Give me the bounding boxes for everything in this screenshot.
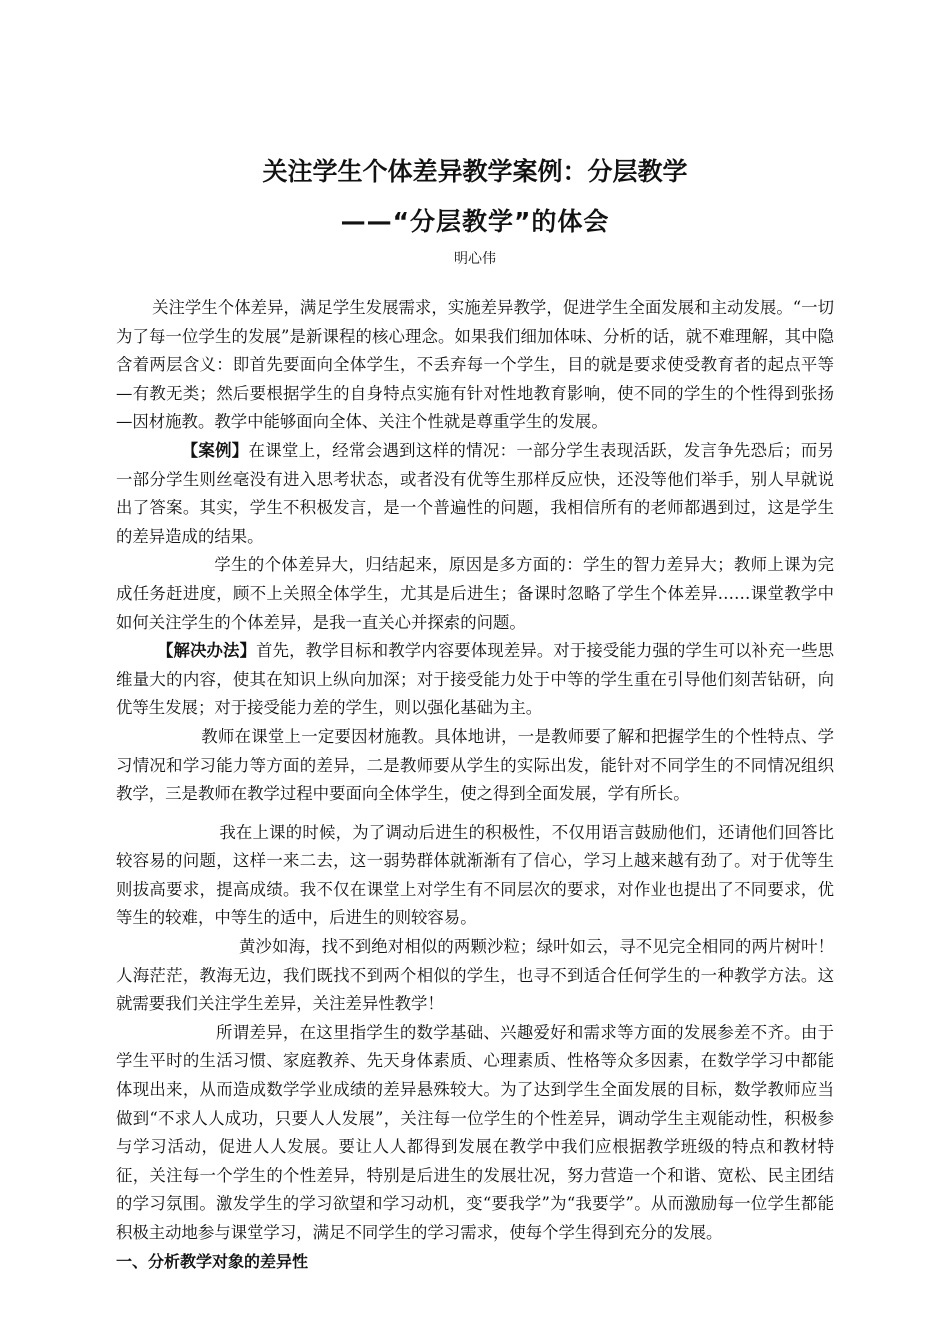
author-name: 明心伟 [454,251,496,267]
document-title: 关注学生个体差异教学案例：分层教学 [262,157,688,186]
document-subtitle: ——“分层教学”的体会 [340,207,610,236]
paragraph-teaching [116,723,834,809]
paragraph-text: 关注学生个体差异，满足学生发展需求，实施差异教学，促进学生全面发展和主动发展。“一切为了每一位学生的发展”是新课程的核心理念。如果我们细加体味、分析的话，就不难理解，其中隐含着两层含义：即首先要面向全体学生，不丢弃每一个学生，目的就是要求使受教育者的起点平等—有教无类；然后要根据学生的自身特点实施有针对性地教育影响，使不同的学生的个性得到张扬—因材施教。教学中能够面向全体、关注个性就是尊重学生的发展。 [116,298,834,432]
section-heading: 一、分析教学对象的差异性 [116,1251,309,1271]
paragraph-intro [116,294,834,437]
case-label: 【案例】 [181,440,249,460]
paragraph-case [116,437,834,551]
paragraph-practice [116,819,834,933]
paragraph-metaphor [116,933,834,1019]
paragraph-text: 教师在课堂上一定要因材施教。具体地讲，一是教师要了解和把握学生的个性特点、学习情况和学习能力等方面的差异，二是教师要从学生的实际出发，能针对不同学生的不同情况组织教学，三是教师在教学过程中要面向全体学生，使之得到全面发展，学有所长。 [116,726,834,804]
paragraph-solution [116,637,834,723]
paragraph-text: 黄沙如海，找不到绝对相似的两颗沙粒；绿叶如云，寻不见完全相同的两片树叶！人海茫茫，教海无边，我们既找不到两个相似的学生，也寻不到适合任何学生的一种教学方法。这就需要我们关注学生差异，关注差异性教学！ [116,937,834,1014]
paragraph-text: 首先，教学目标和教学内容要体现差异。对于接受能力强的学生可以补充一些思维量大的内容，使其在知识上纵向加深；对于接受能力处于中等的学生重在引导他们刻苦钻研，向优等生发展；对于接受能力差的学生，则以强化基础为主。 [116,641,835,718]
paragraph-text: 所谓差异，在这里指学生的数学基础、兴趣爱好和需求等方面的发展参差不齐。由于学生平时的生活习惯、家庭教养、先天身体素质、心理素质、性格等众多因素，在数学学习中都能体现出来，从而造成数学学业成绩的差异悬殊较大。为了达到学生全面发展的目标，数学教师应当做到“不求人人成功，只要人人发展”，关注每一位学生的个性差异，调动学生主观能动性，积极参与学习活动，促进人人发展。要让人人都得到发展在教学中我们应根据教学班级的特点和教材特征，关注每一个学生的个性差异，特别是后进生的发展壮况，努力营造一个和谐、宽松、民主团结的学习氛围。激发学生的学习欲望和学习动机，变“要我学”为“我要学”。从而激励每一位学生都能积极主动地参与课堂学习，满足不同学生的学习需求，使每个学生得到充分的发展。 [116,1022,834,1242]
paragraph-text: 学生的个体差异大，归结起来，原因是多方面的：学生的智力差异大；教师上课为完成任务赶进度，顾不上关照全体学生，尤其是后进生；备课时忽略了学生个体差异……课堂教学中如何关注学生的个体差异，是我一直关心并探索的问题。 [116,555,834,632]
paragraph-difference [116,1019,834,1248]
solution-label: 【解决办法】 [157,641,257,661]
paragraph-text: 在课堂上，经常会遇到这样的情况：一部分学生表现活跃，发言争先恐后；而另一部分学生则丝毫没有进入思考状态，或者没有优等生那样反应快，还没等他们举手，别人早就说出了答案。其实，学生不积极发言，是一个普遍性的问题，我相信所有的老师都遇到过，这是学生的差异造成的结果。 [116,440,835,546]
paragraph-text: 我在上课的时候，为了调动后进生的积极性，不仅用语言鼓励他们，还请他们回答比较容易的问题，这样一来二去，这一弱势群体就渐渐有了信心，学习上越来越有劲了。对于优等生则拔高要求，提高成绩。我不仅在课堂上对学生有不同层次的要求，对作业也提出了不同要求，优等生的较难，中等生的适中，后进生的则较容易。 [116,822,834,928]
paragraph-causes [116,551,834,637]
